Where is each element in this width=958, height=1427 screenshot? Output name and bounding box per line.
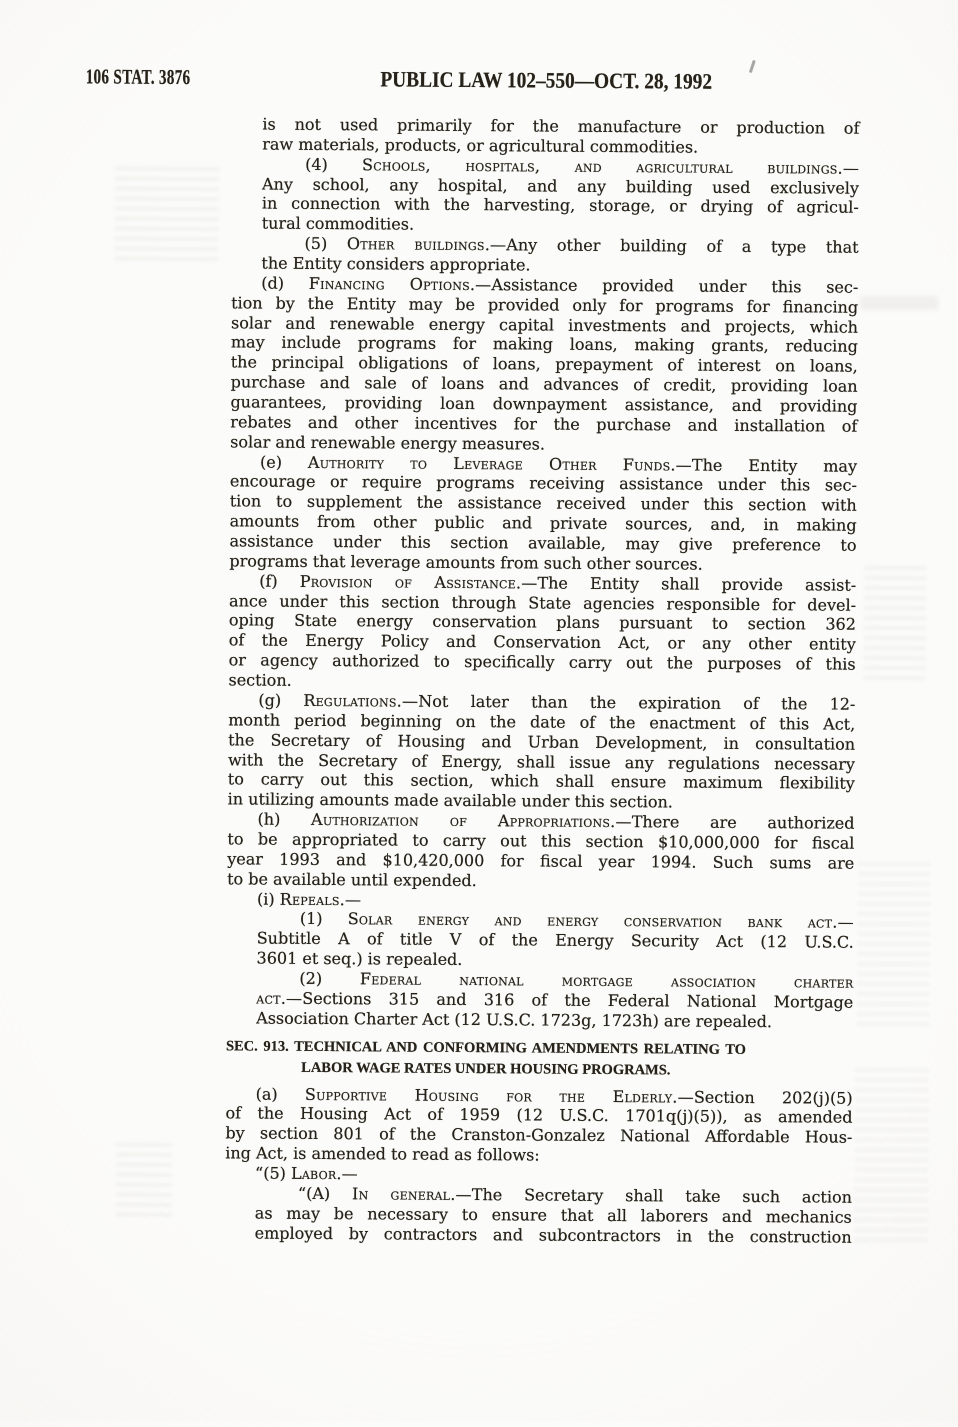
text-line: the principal obligations of loans, prepayment of interest on loans, [230,352,858,377]
text-line: oping State energy conservation plans pursuant to section 362 [228,610,857,635]
text-line: of the Housing Act of 1959 (12 U.S.C. 1701q(j)(5)), as amended [225,1103,853,1128]
text-line: (4) Schools, hospitals, and agricultural buildings.— [305,154,860,178]
text-line: ance under this section through State agencies responsible for devel- [229,590,857,615]
scan-artifact [116,1143,173,1223]
text-line: is not used primarily for the manufacture or production of [262,114,860,138]
text-line: (f) Provision of Assistance.—The Entity shall provide assist- [259,571,857,595]
text-line: act.—Sections 315 and 316 of the Federal National Mortgage [256,988,854,1012]
text-line: may include programs for making loans, making grants, reducing [230,332,858,357]
section-heading-line-2: LABOR WAGE RATES UNDER HOUSING PROGRAMS. [301,1059,671,1078]
text-line: raw materials, products, or agricultural commodities. [262,134,699,157]
scan-artifact [860,296,938,311]
text-line: solar and renewable energy capital investments and projects, which [230,312,859,337]
text-line: 3601 et seq.) is repealed. [256,948,463,970]
text-line: of the Energy Policy and Conservation Act, or any other entity [228,630,856,655]
text-line: to be appropriated to carry out this section $10,000,000 for fiscal [227,829,855,853]
text-line: rebates and other incentives for the purchase and installation of [230,412,858,436]
scan-artifact [857,862,930,1032]
text-line: “(A) In general.—The Secretary shall take such action [297,1183,853,1207]
text-line: Subtitle A of title V of the Energy Security Act (12 U.S.C. [256,928,854,952]
text-line: in utilizing amounts made available under this section. [227,789,673,812]
text-line: Any school, any hospital, and any building used exclusively [261,174,860,198]
text-line: year 1993 and $10,420,000 for fiscal year 1994. Such sums are [227,849,855,873]
text-line: (2) Federal national mortgage association charter [299,968,854,992]
text-line: (d) Financing Options.—Assistance provided under this sec- [261,273,859,297]
text-line: to carry out this section, which shall ensure maximum flexibility [227,769,855,794]
text-line: (h) Authorization of Appropriations.—There are authorized [257,809,855,833]
text-line: (g) Regulations.—Not later than the expiration of the 12- [258,690,856,714]
text-line: by section 801 of the Cranston-Gonzalez National Affordable Hous- [225,1123,853,1147]
text-line: section. [228,670,292,690]
statute-text-column [225,114,860,1247]
text-line: employed by contractors and subcontractors in the construction [254,1223,852,1247]
law-title-header: PUBLIC LAW 102–550—OCT. 28, 1992 [380,66,713,94]
text-line: tural commodities. [261,213,415,234]
section-heading-line-1: SEC. 913. TECHNICAL AND CONFORMING AMENDMENTS RELATING TO [225,1037,747,1058]
scan-artifact [114,167,219,268]
text-line: in connection with the harvesting, storage, or drying of agricul- [261,193,859,218]
text-line: guarantees, providing loan downpayment assistance, and providing [230,392,858,416]
text-line: ing Act, is amended to read as follows: [225,1143,540,1165]
text-line: tion by the Entity may be provided only for programs for financing [231,293,859,317]
text-line: to be available until expended. [227,868,477,890]
text-line: (i) Repeals.— [256,889,362,909]
text-line: assistance under this section available, may give preference to [229,531,857,555]
statute-body-block-1 [226,114,859,1032]
text-line: with the Secretary of Energy, shall issue any regulations necessary [227,749,856,774]
text-line: the Secretary of Housing and Urban Development, in consultation [228,729,856,754]
text-line: or agency authorized to specifically carry out the purposes of this [228,650,856,674]
text-line: month period beginning on the date of the enactment of this Act, [228,710,856,734]
text-line: (e) Authority to Leverage Other Funds.—The Entity may [259,452,858,476]
statute-body-block-2 [225,1084,853,1247]
scan-artifact [864,566,927,686]
text-line: solar and renewable energy measures. [230,432,546,454]
running-header [0,64,958,101]
section-913-heading [226,1036,746,1082]
text-line: purchase and sale of loans and advances of credit, providing loan [230,372,858,396]
text-line: tion to supplement the assistance received under this section with [229,491,857,516]
text-line: encourage or require programs receiving assistance under this sec- [229,471,857,496]
scan-artifact [854,1068,929,1249]
text-line: (5) Other buildings.—Any other building of a type that [304,234,859,257]
text-line: amounts from other public and private sources, and, in making [229,511,857,535]
text-line: the Entity considers appropriate. [261,253,531,275]
stat-page-number: 106 STAT. 3876 [85,64,191,90]
text-line: (1) Solar energy and energy conservation bank act.— [299,909,854,933]
text-line: Association Charter Act (12 U.S.C. 1723g, 1723h) are repealed. [256,1008,773,1031]
text-line: “(5) Labor.— [255,1163,359,1184]
text-line: as may be necessary to ensure that all laborers and mechanics [254,1203,852,1227]
text-line: programs that leverage amounts from such other sources. [229,551,703,574]
text-line: (a) Supportive Housing for the Elderly.—Section 202(j)(5) [255,1084,853,1108]
